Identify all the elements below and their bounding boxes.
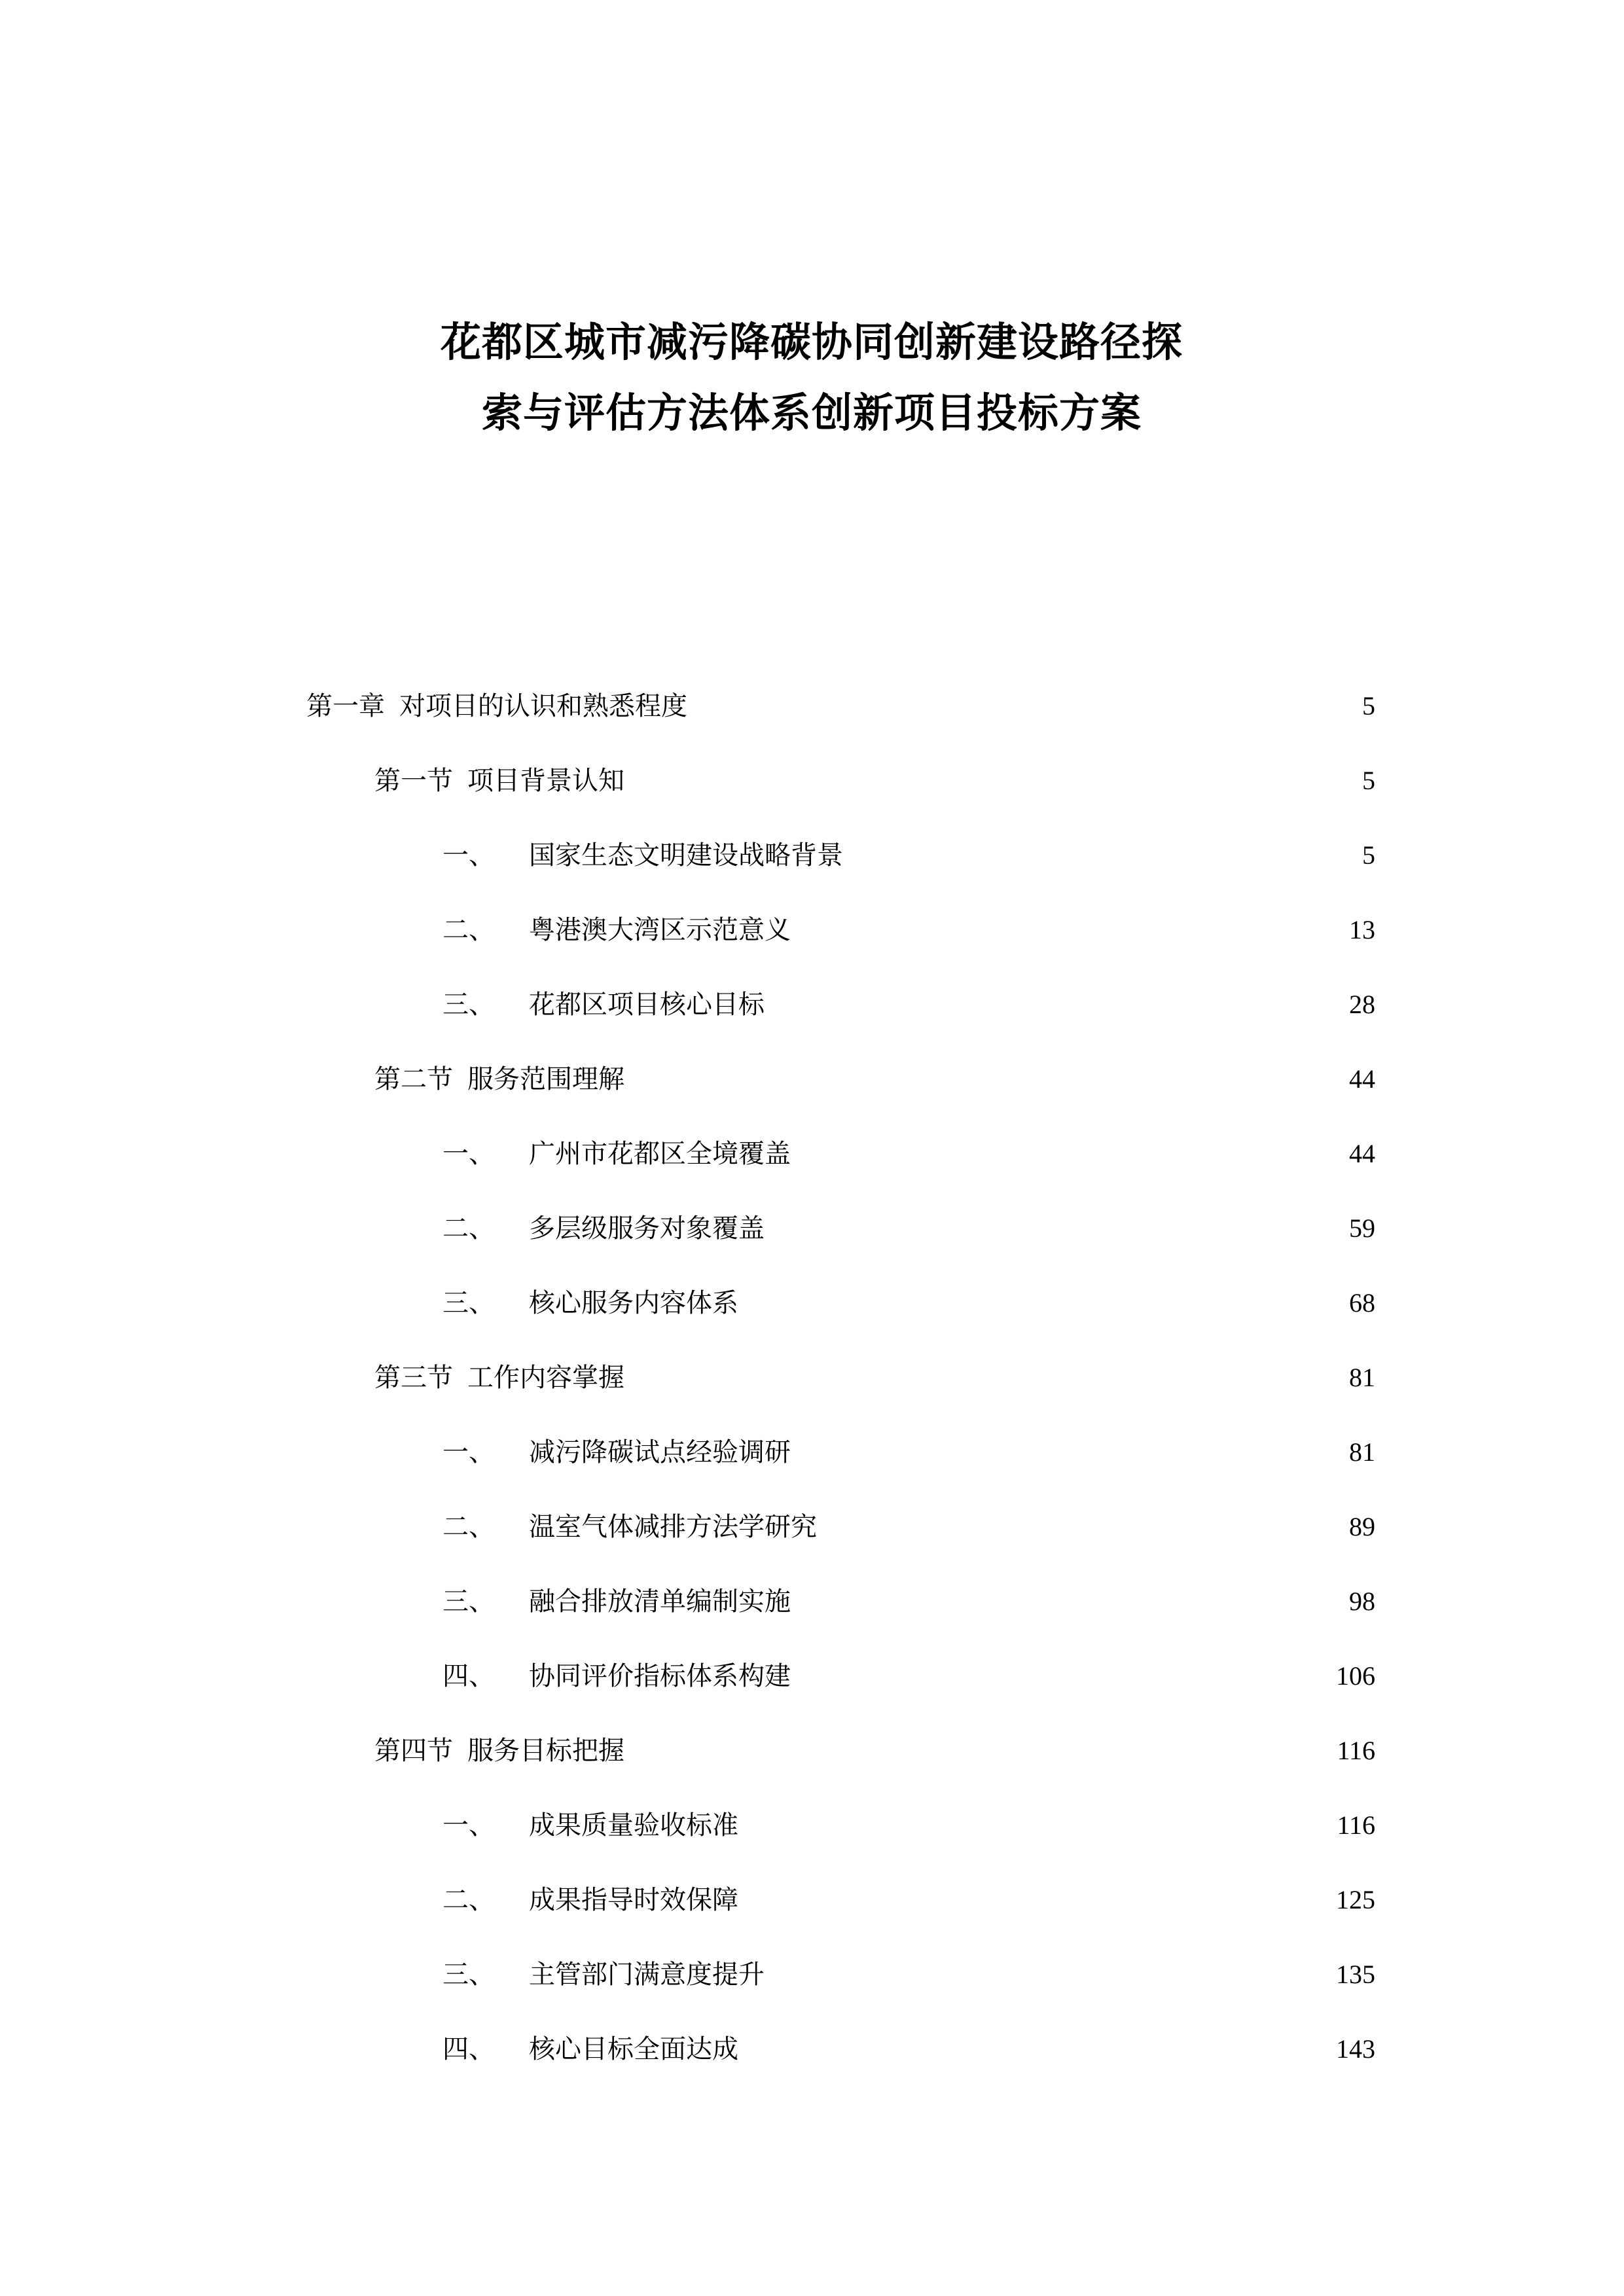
toc-entry-number: 四、 [442, 2034, 495, 2064]
toc-entry-number: 三、 [442, 990, 495, 1019]
toc-leader-dots [846, 838, 1285, 864]
toc-entry-label: 国家生态文明建设战略背景 [529, 840, 843, 870]
toc-page-number: 125 [1336, 1885, 1375, 1914]
toc-entry[interactable] [0, 967, 1624, 1042]
toc-entry-number: 三、 [442, 1288, 495, 1318]
toc-page-number: 143 [1336, 2034, 1375, 2064]
toc-entry[interactable] [0, 1863, 1624, 1937]
toc-entry-number: 第三节 [374, 1363, 453, 1392]
toc-entry[interactable] [0, 1639, 1624, 1713]
toc-entry-number: 一、 [442, 1437, 495, 1467]
toc-entry[interactable] [0, 1490, 1624, 1564]
toc-page-number: 5 [1362, 766, 1375, 795]
toc-page-number: 81 [1349, 1363, 1375, 1392]
toc-leader-dots [741, 1882, 1285, 1909]
toc-page-number: 44 [1349, 1139, 1375, 1168]
toc-entry[interactable] [0, 669, 1624, 744]
toc-leader-dots [690, 689, 1285, 715]
toc-entry[interactable] [0, 1042, 1624, 1117]
toc-leader-dots [820, 1509, 1285, 1535]
toc-entry-label: 核心服务内容体系 [529, 1288, 738, 1318]
toc-entry-label: 成果质量验收标准 [529, 1810, 738, 1840]
toc-entry-number: 一、 [442, 1139, 495, 1168]
toc-entry-number: 第一节 [374, 766, 453, 795]
toc-entry-label: 主管部门满意度提升 [529, 1960, 765, 1989]
toc-leader-dots [627, 1733, 1285, 1759]
toc-leader-dots [793, 1136, 1285, 1162]
toc-entry[interactable] [0, 744, 1624, 818]
toc-leader-dots [627, 1062, 1285, 1088]
toc-leader-dots [767, 1957, 1285, 1983]
toc-leader-dots [793, 1659, 1285, 1685]
toc-entry-label: 减污降碳试点经验调研 [529, 1437, 791, 1467]
toc-entry-label: 对项目的认识和熟悉程度 [399, 691, 687, 721]
toc-leader-dots [793, 912, 1285, 939]
toc-entry[interactable] [0, 818, 1624, 893]
toc-page-number: 44 [1349, 1064, 1375, 1094]
toc-entry[interactable] [0, 1937, 1624, 2012]
toc-entry-number: 二、 [442, 1885, 495, 1914]
toc-entry-label: 项目背景认知 [467, 766, 624, 795]
toc-entry[interactable] [0, 1340, 1624, 1415]
toc-entry-label: 服务目标把握 [467, 1736, 624, 1765]
toc-page-number: 68 [1349, 1288, 1375, 1318]
toc-page-number: 13 [1349, 915, 1375, 944]
toc-leader-dots [741, 1285, 1285, 1312]
toc-entry-number: 二、 [442, 1512, 495, 1541]
toc-entry[interactable] [0, 1117, 1624, 1191]
toc-page-number: 98 [1349, 1587, 1375, 1616]
toc-entry-number: 二、 [442, 1213, 495, 1243]
toc-leader-dots [767, 987, 1285, 1013]
toc-entry-label: 粤港澳大湾区示范意义 [529, 915, 791, 944]
toc-page-number: 116 [1337, 1810, 1375, 1840]
toc-page-number: 116 [1337, 1736, 1375, 1765]
toc-entry-label: 核心目标全面达成 [529, 2034, 738, 2064]
toc-entry-label: 花都区项目核心目标 [529, 990, 765, 1019]
toc-entry[interactable] [0, 2012, 1624, 2087]
toc-leader-dots [627, 1360, 1285, 1386]
toc-leader-dots [627, 763, 1285, 789]
toc-leader-dots [793, 1435, 1285, 1461]
toc-entry[interactable] [0, 1564, 1624, 1639]
toc-entry-label: 广州市花都区全境覆盖 [529, 1139, 791, 1168]
toc-page-number: 89 [1349, 1512, 1375, 1541]
toc-entry-number: 一、 [442, 1810, 495, 1840]
toc-leader-dots [741, 1808, 1285, 1834]
toc-entry-number: 三、 [442, 1960, 495, 1989]
toc-entry[interactable] [0, 1788, 1624, 1863]
toc-entry-number: 二、 [442, 915, 495, 944]
toc-leader-dots [767, 1211, 1285, 1237]
document-title-line-1: 花都区城市减污降碳协同创新建设路径探 [440, 321, 1183, 365]
toc-entry[interactable] [0, 1266, 1624, 1340]
toc-entry-number: 一、 [442, 840, 495, 870]
toc-page-number: 59 [1349, 1213, 1375, 1243]
toc-entry-label: 工作内容掌握 [467, 1363, 624, 1392]
toc-page-number: 5 [1362, 691, 1375, 721]
document-title-line-2: 索与评估方法体系创新项目投标方案 [481, 391, 1142, 436]
document-title [216, 308, 1407, 449]
toc-entry-label: 协同评价指标体系构建 [529, 1661, 791, 1691]
toc-leader-dots [793, 1584, 1285, 1610]
toc-entry-label: 温室气体减排方法学研究 [529, 1512, 817, 1541]
toc-page-number: 5 [1362, 840, 1375, 870]
toc-page-number: 106 [1336, 1661, 1375, 1691]
toc-entry-label: 成果指导时效保障 [529, 1885, 738, 1914]
toc-entry-number: 第四节 [374, 1736, 453, 1765]
toc-page-number: 28 [1349, 990, 1375, 1019]
toc-entry[interactable] [0, 1191, 1624, 1266]
table-of-contents [0, 669, 1624, 2087]
toc-entry-number: 第二节 [374, 1064, 453, 1094]
toc-entry-label: 服务范围理解 [467, 1064, 624, 1094]
toc-entry[interactable] [0, 1415, 1624, 1490]
toc-entry-label: 多层级服务对象覆盖 [529, 1213, 765, 1243]
toc-entry-number: 四、 [442, 1661, 495, 1691]
toc-entry[interactable] [0, 1713, 1624, 1788]
toc-page-number: 135 [1336, 1960, 1375, 1989]
toc-page-number: 81 [1349, 1437, 1375, 1467]
toc-entry-number: 三、 [442, 1587, 495, 1616]
toc-leader-dots [741, 2032, 1285, 2058]
toc-entry-number: 第一章 [306, 691, 385, 721]
toc-entry-label: 融合排放清单编制实施 [529, 1587, 791, 1616]
toc-entry[interactable] [0, 893, 1624, 967]
